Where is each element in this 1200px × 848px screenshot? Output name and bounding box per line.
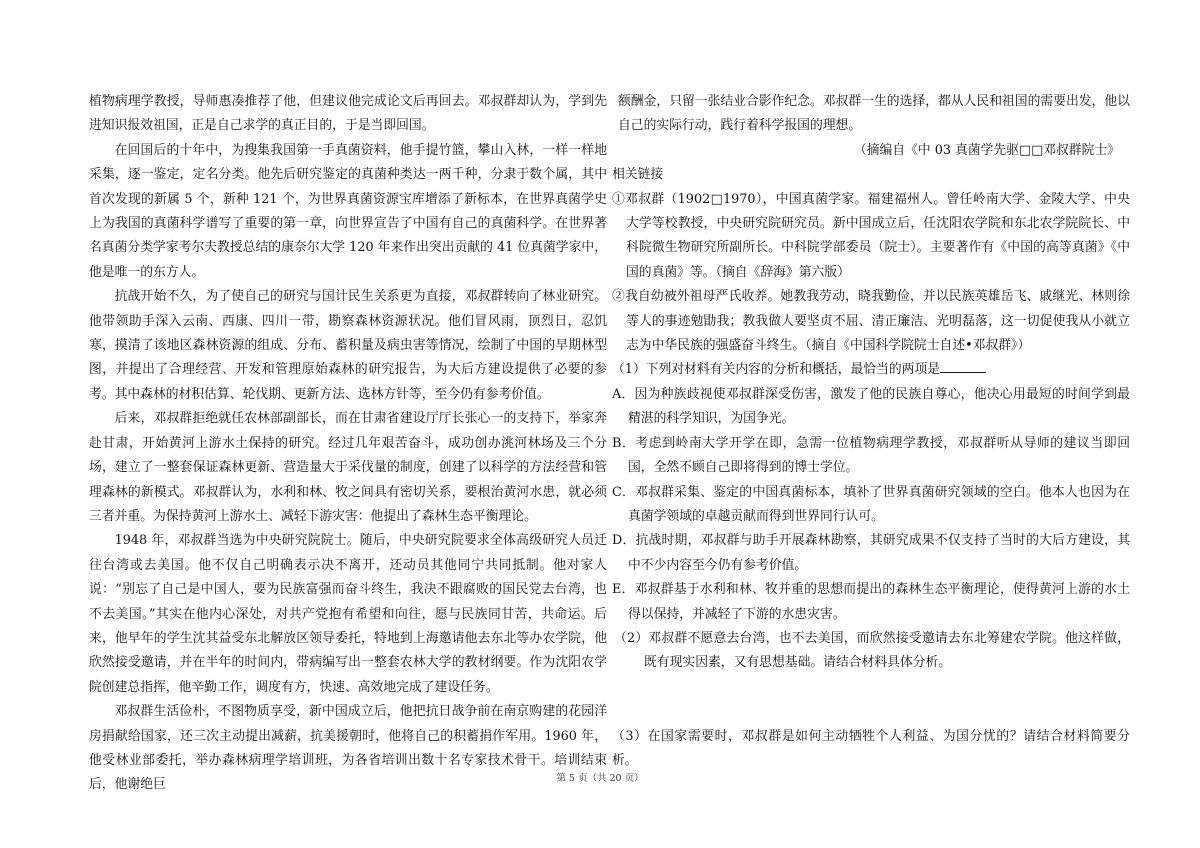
right-paragraph-1: 额酬金，只留一张结业合影作纪念。邓叔群一生的选择，都从人民和祖国的需要出发，他以自己的实际行动，践行着科学报国的理想。: [618, 94, 1130, 134]
option-e: E．邓叔群基于水利和林、牧并重的思想而提出的森林生态平衡理论，使得黄河上游的水土得以保持，并减轻了下游的水患灾害。: [612, 582, 1130, 622]
left-paragraph-5: 1948 年，邓叔群当选为中央研究院院士。随后，中央研究院要求全体高级研究人员迁往台湾或去美国。他不仅自己明确表示决不离开，还动员其他同宁共同抵制。他对家人说：“别忘了自己是中国人，要为民族富强而奋斗终生，我决不跟腐败的国民党去台湾，也不去美国。”其实在他内心深处，对共产党抱有希望和向往，愿与民族同甘苦，共命运。后来，他早年的学生沈其益受东北解放区领导委托，特地到上海邀请他去东北等办农学院，他欣然接受邀请，并在半年的时间内，带病编写出一整套农林大学的教材纲要。作为沈阳农学院创建总指挥，他辛勤工作，调度有方，快速、高效地完成了建设任务。: [89, 533, 607, 695]
related-link-2: ②我自幼被外祖母严氏收养。她教我劳动，晓我勤俭，并以民族英雄岳飞、戚继光、林则徐等人的事迹勉勖我；教我做人要坚贞不屈、清正廉洁、光明磊落，这一切促使我从小就立志为中华民族的强盛奋斗终生。（摘自《中国科学院院士自述•邓叔群》）: [612, 289, 1130, 354]
question-3: （3）在国家需要时，邓叔群是如何主动牺牲个人利益、为国分忧的？请结合材料简要分析。: [612, 728, 1130, 768]
source-citation: （摘编自《中 03 真菌学先驱□□邓叔群院士》: [853, 142, 1120, 158]
left-paragraph-3: 抗战开始不久，为了使自己的研究与国计民生关系更为直接，邓叔群转向了林业研究。他带领助手深入云南、西康、四川一带，勘察森林资源状况。他们冒风雨，顶烈日，忍饥寒，摸清了该地区森林资源的组成、分布、蓄积量及病虫害等情况，绘制了中国的早期林型图，并提出了合理经营、开发和管理原始森林的研究报告，为大后方建设提供了必要的参考。其中森林的材积估算、轮伐期、更新方法、选林方针等，至今仍有参考价值。: [89, 289, 607, 402]
page-footer: 第 5 页（共 20 页）: [556, 773, 644, 784]
option-a: A．因为种族歧视使邓叔群深受伤害，激发了他的民族自尊心，他决心用最短的时间学到最精湛的科学知识，为国争光。: [612, 386, 1130, 427]
links-heading: 相关链接: [612, 167, 664, 183]
left-paragraph-4: 后来，邓叔群拒绝就任农林部副部长，而在甘肃省建设厅厅长张心一的支持下，举家奔赴甘肃，开始黄河上游水土保持的研究。经过几年艰苦奋斗，成功创办洮河林场及三个分场，建立了一整套保证森林更新、营造量大于采伐量的制度，创建了以科学的方法经营和管理森林的新模式。邓叔群认为，水利和林、牧之间具有密切关系，要根治黄河水患，就必须三者并重。为保持黄河上游水土、减轻下游灾害：他提出了森林生态平衡理论。: [89, 411, 607, 524]
left-paragraph-2: 在回国后的十年中，为搜集我国第一手真菌资料，他手提竹篮，攀山入林，一样一样地采集，逐一鉴定，定名分类。他先后研究鉴定的真菌种类达一两千种，分隶于数个属，其中首次发现的新属 5 个，新种 121 个，为世界真菌资源宝库增添了新标本，在世界真菌学史上为我国的真菌科学谱写了重要的第一章，向世界宣告了中国有自己的真菌科学。在世界著名真菌分类学家考尔夫教授总结的康奈尔大学 120 年来作出突出贡献的 41 位真菌学家中，他是唯一的东方人。: [89, 142, 607, 280]
left-paragraph-1: 植物病理学教授，导师惠凑推荐了他，但建议他完成论文后再回去。邓叔群却认为，学到先进知识报效祖国，正是自己求学的真正目的，于是当即回国。: [89, 94, 607, 134]
left-paragraph-6: 邓叔群生活俭朴，不图物质享受，新中国成立后，他把抗日战争前在南京购建的花园洋房捐献给国家，还三次主动提出减薪，抗美援朝时，他将自己的积蓄捐作军用。1960 年，他受林业部委托，举办森林病理学培训班，为各省培训出数十名专家技术骨干。培训结束后，他谢绝巨: [89, 704, 607, 793]
right-column: [612, 90, 1130, 773]
question-1: [612, 358, 1130, 382]
left-column: [89, 90, 607, 798]
option-b: B．考虑到岭南大学开学在即，急需一位植物病理学教授，邓叔群听从导师的建议当即回国，全然不顾自己即将得到的博士学位。: [612, 435, 1130, 476]
related-link-1: ①邓叔群（1902□1970），中国真菌学家。福建福州人。曾任岭南大学、金陵大学、中央大学等校教授，中央研究院研究员。新中国成立后，任沈阳农学院和东北农学院院长、中科院微生物研究所副所长。中科院学部委员（院士）。主要著作有《中国的高等真菌》《中国的真菌》等。（摘自《辞海》第六版）: [612, 191, 1130, 280]
question-2: （2）邓叔群不愿意去台湾，也不去美国，而欣然接受邀请去东北筹建农学院。他这样做，既有现实因素，又有思想基础。请结合材料具体分析。: [614, 630, 1130, 671]
option-c: C．邓叔群采集、鉴定的中国真菌标本，填补了世界真菌研究领域的空白。他本人也因为在真菌学领域的卓越贡献而得到世界同行认可。: [612, 484, 1130, 524]
answer-blank: [940, 360, 986, 373]
question-1-prompt: （1）下列对材料有关内容的分析和概括，最恰当的两项是: [612, 362, 941, 378]
option-d: D．抗战时期，邓叔群与助手开展森林勘察，其研究成果不仅支持了当时的大后方建设，其中不少内容至今仍有参考价值。: [612, 533, 1130, 573]
answer-space-2: [612, 676, 1130, 700]
